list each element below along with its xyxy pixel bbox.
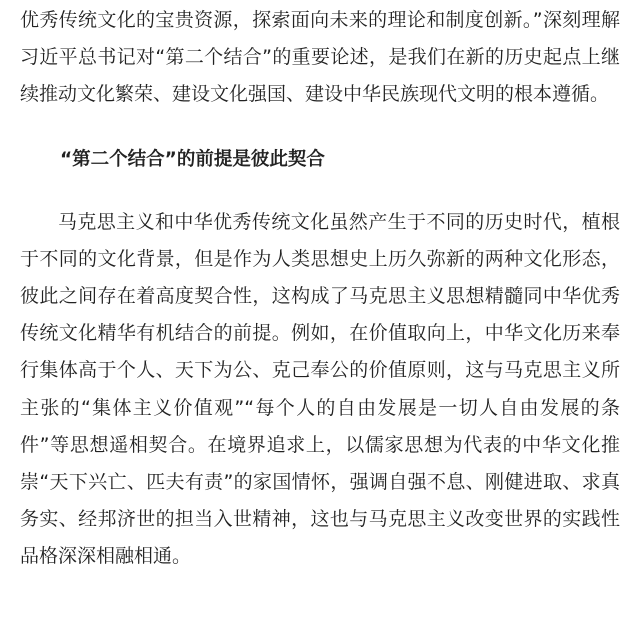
article-page xyxy=(0,2,640,640)
section-heading: “第二个结合”的前提是彼此契合 xyxy=(60,148,325,170)
article-paragraph-2: 马克思主义和中华优秀传统文化虽然产生于不同的历史时代，植根于不同的文化背景，但是作为人类思想史上历久弥新的两种文化形态，彼此之间存在着高度契合性，这构成了马克思主义思想精髓同中华优秀传统文化精华有机结合的前提。例如，在价值取向上，中华文化历来奉行集体高于个人、天下为公、克己奉公的价值原则，这与马克思主义所主张的“集体主义价值观”“每个人的自由发展是一切人自由发展的条件”等思想遥相契合。在境界追求上，以儒家思想为代表的中华文化推崇“天下兴亡、匹夫有责”的家国情怀，强调自强不息、刚健进取、求真务实、经邦济世的担当入世精神，这也与马克思主义改变世界的实践性品格深深相融相通。 xyxy=(20,210,620,568)
article-paragraph-1: 优秀传统文化的宝贵资源，探索面向未来的理论和制度创新。”深刻理解习近平总书记对“第二个结合”的重要论述，是我们在新的历史起点上继续推动文化繁荣、建设文化强国、建设中华民族现代文明的根本遵循。 xyxy=(20,9,620,106)
